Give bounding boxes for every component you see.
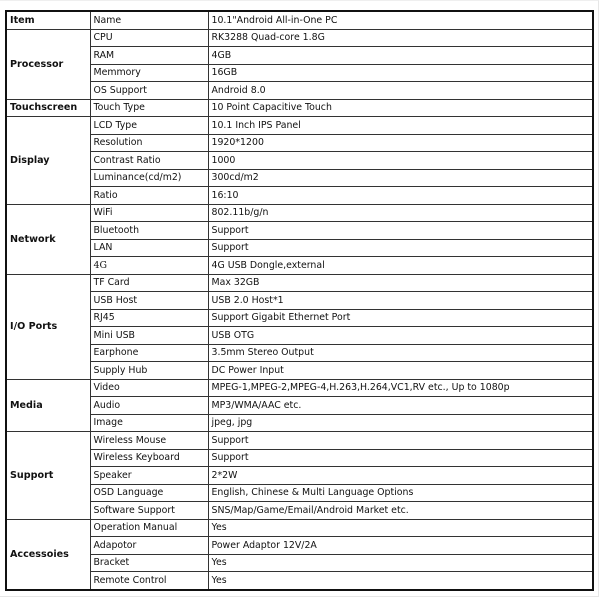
value-cell: 4G USB Dongle,external <box>208 257 593 275</box>
item-cell: Bluetooth <box>90 222 208 240</box>
item-cell: OS Support <box>90 82 208 100</box>
value-cell: 10.1 Inch IPS Panel <box>208 117 593 135</box>
value-cell: Android 8.0 <box>208 82 593 100</box>
spec-row <box>6 379 593 397</box>
spec-row <box>6 502 593 520</box>
category-cell: Processor <box>6 29 90 99</box>
item-cell: Supply Hub <box>90 362 208 380</box>
spec-row <box>6 117 593 135</box>
item-cell: Ratio <box>90 187 208 205</box>
spec-row <box>6 414 593 432</box>
item-cell: Video <box>90 379 208 397</box>
value-cell: 3.5mm Stereo Output <box>208 344 593 362</box>
value-cell: 1000 <box>208 152 593 170</box>
category-cell: I/O Ports <box>6 274 90 379</box>
spec-row <box>6 64 593 82</box>
item-cell: TF Card <box>90 274 208 292</box>
value-cell: Power Adaptor 12V/2A <box>208 537 593 555</box>
spec-row <box>6 309 593 327</box>
item-cell: Software Support <box>90 502 208 520</box>
spec-row <box>6 222 593 240</box>
item-cell: Memmory <box>90 64 208 82</box>
value-cell: Support <box>208 239 593 257</box>
spec-row <box>6 29 593 47</box>
value-cell: SNS/Map/Game/Email/Android Market etc. <box>208 502 593 520</box>
spec-row <box>6 344 593 362</box>
value-cell: jpeg, jpg <box>208 414 593 432</box>
item-cell: Earphone <box>90 344 208 362</box>
spec-row <box>6 519 593 537</box>
spec-table <box>5 10 594 591</box>
category-cell: Support <box>6 432 90 520</box>
spec-row <box>6 327 593 345</box>
spec-row <box>6 537 593 555</box>
spec-row <box>6 397 593 415</box>
value-cell: 2*2W <box>208 467 593 485</box>
spec-row <box>6 169 593 187</box>
category-cell: Touchscreen <box>6 99 90 117</box>
spec-row <box>6 11 593 29</box>
item-cell: Name <box>90 11 208 29</box>
value-cell: Support <box>208 432 593 450</box>
value-cell: 4GB <box>208 47 593 65</box>
spec-row <box>6 484 593 502</box>
value-cell: MP3/WMA/AAC etc. <box>208 397 593 415</box>
value-cell: USB OTG <box>208 327 593 345</box>
item-cell: 4G <box>90 257 208 275</box>
spec-row <box>6 152 593 170</box>
spec-row <box>6 432 593 450</box>
value-cell: Yes <box>208 554 593 572</box>
category-cell: Display <box>6 117 90 205</box>
category-cell: Network <box>6 204 90 274</box>
value-cell: Yes <box>208 519 593 537</box>
item-cell: WiFi <box>90 204 208 222</box>
spec-row <box>6 82 593 100</box>
item-cell: Remote Control <box>90 572 208 590</box>
value-cell: Max 32GB <box>208 274 593 292</box>
item-cell: Resolution <box>90 134 208 152</box>
item-cell: Mini USB <box>90 327 208 345</box>
value-cell: 300cd/m2 <box>208 169 593 187</box>
value-cell: 10 Point Capacitive Touch <box>208 99 593 117</box>
spec-row <box>6 99 593 117</box>
category-cell: Item <box>6 11 90 29</box>
item-cell: Operation Manual <box>90 519 208 537</box>
category-cell: Accessoies <box>6 519 90 590</box>
item-cell: Speaker <box>90 467 208 485</box>
spec-row <box>6 134 593 152</box>
spec-table-body <box>6 11 593 590</box>
item-cell: Luminance(cd/m2) <box>90 169 208 187</box>
item-cell: CPU <box>90 29 208 47</box>
item-cell: RJ45 <box>90 309 208 327</box>
value-cell: English, Chinese & Multi Language Options <box>208 484 593 502</box>
item-cell: Adapotor <box>90 537 208 555</box>
item-cell: LCD Type <box>90 117 208 135</box>
category-cell: Media <box>6 379 90 432</box>
spec-row <box>6 292 593 310</box>
spec-row <box>6 572 593 590</box>
item-cell: OSD Language <box>90 484 208 502</box>
item-cell: Image <box>90 414 208 432</box>
item-cell: Wireless Keyboard <box>90 449 208 467</box>
spec-row <box>6 554 593 572</box>
spec-row <box>6 467 593 485</box>
item-cell: Touch Type <box>90 99 208 117</box>
spec-row <box>6 362 593 380</box>
spec-row <box>6 257 593 275</box>
item-cell: LAN <box>90 239 208 257</box>
spec-row <box>6 187 593 205</box>
spec-row <box>6 204 593 222</box>
spec-row <box>6 449 593 467</box>
value-cell: Support <box>208 449 593 467</box>
value-cell: Support Gigabit Ethernet Port <box>208 309 593 327</box>
item-cell: USB Host <box>90 292 208 310</box>
value-cell: 10.1"Android All-in-One PC <box>208 11 593 29</box>
value-cell: 1920*1200 <box>208 134 593 152</box>
value-cell: 802.11b/g/n <box>208 204 593 222</box>
value-cell: Yes <box>208 572 593 590</box>
item-cell: Wireless Mouse <box>90 432 208 450</box>
spec-row <box>6 274 593 292</box>
value-cell: 16:10 <box>208 187 593 205</box>
item-cell: Audio <box>90 397 208 415</box>
value-cell: 16GB <box>208 64 593 82</box>
spec-row <box>6 239 593 257</box>
value-cell: MPEG-1,MPEG-2,MPEG-4,H.263,H.264,VC1,RV etc., Up to 1080p <box>208 379 593 397</box>
value-cell: DC Power Input <box>208 362 593 380</box>
value-cell: Support <box>208 222 593 240</box>
item-cell: Bracket <box>90 554 208 572</box>
item-cell: RAM <box>90 47 208 65</box>
value-cell: RK3288 Quad-core 1.8G <box>208 29 593 47</box>
item-cell: Contrast Ratio <box>90 152 208 170</box>
value-cell: USB 2.0 Host*1 <box>208 292 593 310</box>
spec-row <box>6 47 593 65</box>
